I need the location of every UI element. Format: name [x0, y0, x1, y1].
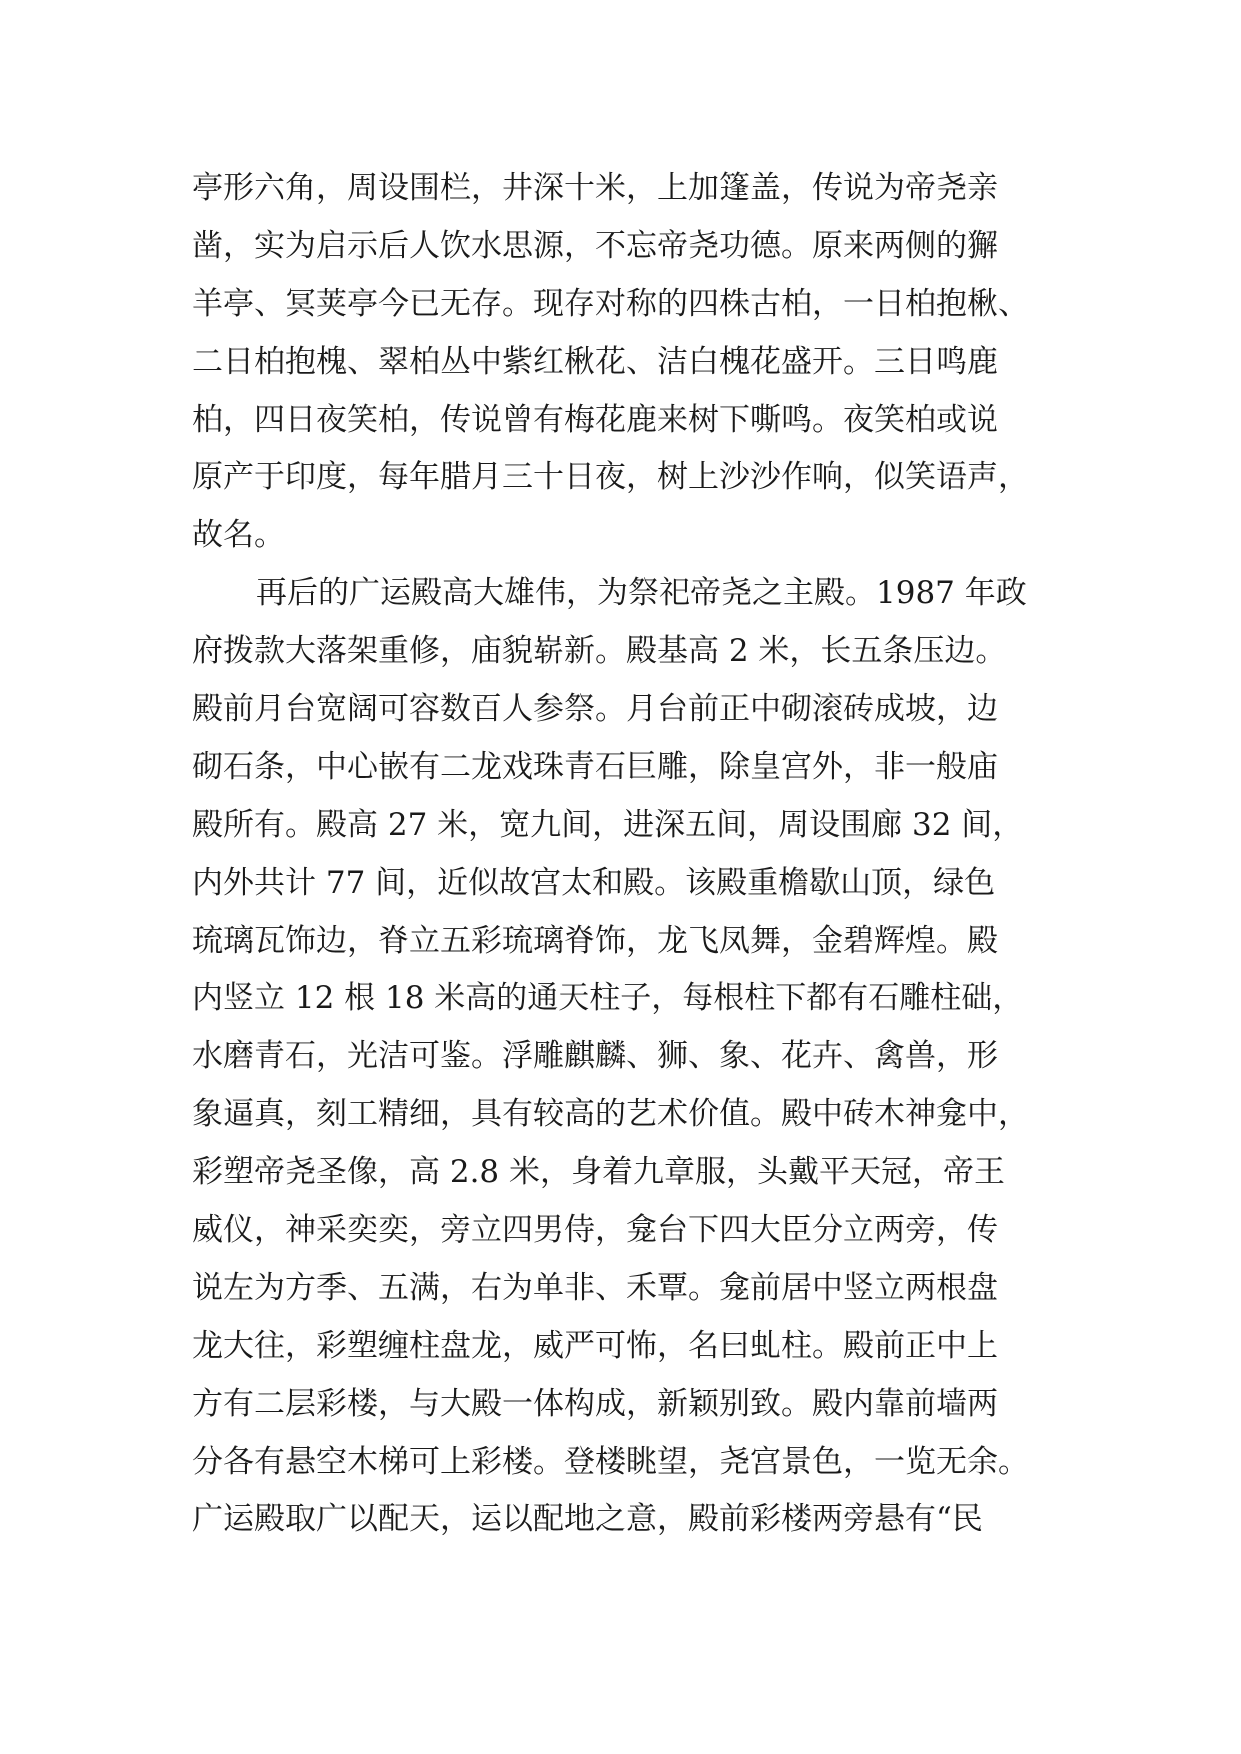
text-line: 亭形六角，周设围栏，井深十米，上加篷盖，传说为帝尧亲	[192, 170, 998, 206]
text-line: 二日柏抱槐、翠柏丛中紫红楸花、洁白槐花盛开。三日鸣鹿	[192, 343, 998, 380]
text-line: 砌石条，中心嵌有二龙戏珠青石巨雕，除皇宫外，非一般庙	[192, 748, 998, 785]
text-line: 内外共计 77 间，近似故宫太和殿。该殿重檐歇山顶，绿色	[192, 864, 996, 901]
text-line: 琉璃瓦饰边，脊立五彩琉璃脊饰，龙飞凤舞，金碧辉煌。殿	[192, 922, 998, 959]
text-line: 羊亭、冥荚亭今已无存。现存对称的四株古柏，一日柏抱楸、	[192, 285, 1029, 322]
text-line: 原产于印度，每年腊月三十日夜，树上沙沙作响，似笑语声，	[192, 459, 1029, 496]
text-line: 威仪，神采奕奕，旁立四男侍，龛台下四大臣分立两旁，传	[192, 1212, 998, 1249]
text-line: 殿所有。殿高 27 米，宽九间，进深五间，周设围廊 32 间，	[192, 806, 1024, 843]
text-line: 说左为方季、五满，右为单非、禾覃。龛前居中竖立两根盘	[192, 1269, 998, 1306]
text-line: 龙大往，彩塑缠柱盘龙，威严可怖，名曰虬柱。殿前正中上	[192, 1327, 998, 1364]
text-line: 殿前月台宽阔可容数百人参祭。月台前正中砌滚砖成坡，边	[192, 691, 998, 728]
text-line: 再后的广运殿高大雄伟，为祭祀帝尧之主殿。1987 年政	[256, 575, 1027, 612]
text-line: 故名。	[192, 517, 285, 554]
text-line: 方有二层彩楼，与大殿一体构成，新颖别致。殿内靠前墙两	[192, 1385, 998, 1422]
body-text	[192, 160, 1052, 1549]
text-line: 柏，四日夜笑柏，传说曾有梅花鹿来树下嘶鸣。夜笑柏或说	[192, 401, 998, 438]
text-line: 广运殿取广以配天，运以配地之意，殿前彩楼两旁悬有“民	[192, 1501, 983, 1538]
text-line: 凿，实为启示后人饮水思源，不忘帝尧功德。原来两侧的獬	[192, 227, 998, 264]
text-line: 内竖立 12 根 18 米高的通天柱子，每根柱下都有石雕柱础，	[192, 980, 1024, 1017]
text-line: 府拨款大落架重修，庙貌崭新。殿基高 2 米，长五条压边。	[192, 633, 1007, 670]
text-line: 分各有悬空木梯可上彩楼。登楼眺望，尧宫景色，一览无余。	[192, 1443, 1029, 1480]
text-line: 彩塑帝尧圣像，高 2.8 米，身着九章服，头戴平天冠，帝王	[192, 1154, 1006, 1191]
text-line: 水磨青石，光洁可鉴。浮雕麒麟、狮、象、花卉、禽兽，形	[192, 1038, 998, 1075]
text-line: 象逼真，刻工精细，具有较高的艺术价值。殿中砖木神龛中，	[192, 1096, 1029, 1133]
